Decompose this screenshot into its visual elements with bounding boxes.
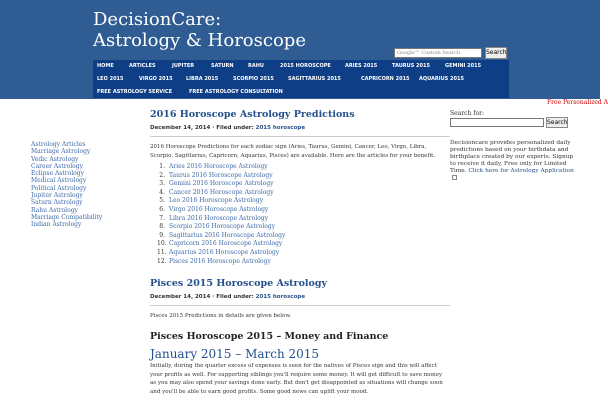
- list-item: 11. Aquarius 2016 Horoscope Astrology: [157, 248, 280, 256]
- nav-saturn[interactable]: SATURN: [211, 63, 234, 69]
- sidebar-link[interactable]: Saturn Astrology: [31, 199, 83, 207]
- sidebar-link[interactable]: Astrology Articles: [31, 141, 86, 148]
- header-search-button[interactable]: Search: [485, 47, 507, 59]
- list-item-link[interactable]: Virgo 2016 Horoscope Astrology: [169, 205, 269, 213]
- sidebar-description-text: Decisioncare provides personalized daily predictions based on your birthdata and birthplace created by our experts. Signup to receive it daily, Free only for Limited Time.: [450, 140, 574, 174]
- list-item: 7. Libra 2016 Horoscope Astrology: [159, 214, 269, 222]
- sidebar-link[interactable]: Career Astrology: [31, 162, 83, 170]
- left-sidebar: [31, 141, 126, 229]
- external-link-icon: [452, 175, 457, 180]
- post-date: December 14, 2014: [150, 125, 211, 131]
- header-search-input[interactable]: Google™ Custom Search: [394, 48, 482, 58]
- list-item-link[interactable]: Scorpio 2016 Horoscope Astrology: [169, 223, 276, 231]
- site-title-line2: Astrology & Horoscope: [93, 30, 306, 51]
- list-item-link[interactable]: Aries 2016 Horoscope Astrology: [169, 163, 268, 170]
- list-item-link[interactable]: Taurus 2016 Horoscope Astrology: [169, 171, 273, 179]
- list-item-link[interactable]: Libra 2016 Horoscope Astrology: [169, 214, 269, 222]
- nav-free-astrology-service[interactable]: FREE ASTROLOGY SERVICE: [97, 89, 173, 95]
- post-category-link[interactable]: 2015 horoscope: [255, 125, 306, 131]
- sidebar-link[interactable]: Jupiter Astrology: [31, 192, 83, 200]
- site-title[interactable]: [93, 9, 306, 51]
- list-item-link[interactable]: Cancer 2016 Horoscope Astrology: [169, 188, 274, 196]
- nav-free-astrology-consultation[interactable]: FREE ASTROLOGY CONSULTATION: [189, 89, 283, 95]
- post-intro: Pisces 2015 Predictions in details are given below.: [150, 313, 292, 319]
- list-item-link[interactable]: Leo 2016 Horoscope Astrology: [169, 197, 263, 205]
- divider: [150, 136, 450, 137]
- list-item-link[interactable]: Aquarius 2016 Horoscope Astrology: [169, 248, 280, 256]
- nav-libra-2015[interactable]: LIBRA 2015: [186, 76, 219, 82]
- sidebar-link[interactable]: Marriage Astrology: [31, 148, 91, 156]
- nav-scorpio-2015[interactable]: SCORPIO 2015: [233, 76, 274, 82]
- sidebar-link[interactable]: Eclipse Astrology: [31, 170, 85, 178]
- sidebar-link[interactable]: Marriage Compatibility: [31, 213, 103, 221]
- list-item-link[interactable]: Sagittarius 2016 Horoscope Astrology: [169, 231, 286, 239]
- section-body: Initially, during the quarter excess of expenses is seen for the natives of Pisces sign and this will affect your profits as well. For supporting siblings you'll require some money. It will get difficult to save money as you may also spend your savings done early. But don't get disappointed as situations will change soon and you'll be able to earn good profits. Some good news can uplift your mood.: [150, 363, 443, 396]
- astrology-app-link[interactable]: Click here for Astrology Application: [468, 167, 574, 174]
- sidebar-search-label: Search for:: [450, 110, 484, 117]
- post-meta: December 14, 2014 · Filed under: 2015 horoscope: [150, 125, 306, 131]
- promo-marquee[interactable]: Free Personalized A: [547, 99, 608, 106]
- nav-articles[interactable]: ARTICLES: [129, 63, 156, 69]
- list-item: 9. Sagittarius 2016 Horoscope Astrology: [159, 231, 286, 239]
- nav-gemini-2015[interactable]: GEMINI 2015: [445, 63, 482, 69]
- sidebar-link[interactable]: Vedic Astrology: [31, 155, 79, 163]
- main-nav: [93, 60, 509, 98]
- list-item: 3. Gemini 2016 Horoscope Astrology: [159, 180, 274, 188]
- nav-home[interactable]: HOME: [97, 63, 114, 69]
- list-item: 6. Virgo 2016 Horoscope Astrology: [159, 205, 269, 213]
- post-date: December 14, 2014: [150, 294, 211, 300]
- list-item-link[interactable]: Pisces 2016 Horoscope Astrology: [169, 257, 271, 265]
- post-title[interactable]: 2016 Horoscope Astrology Predictions: [150, 109, 355, 120]
- section-subheading: January 2015 – March 2015: [150, 347, 320, 361]
- nav-sagittarius-2015[interactable]: SAGITTARIUS 2015: [288, 76, 341, 82]
- list-item-link[interactable]: Capricorn 2016 Horoscope Astrology: [169, 240, 283, 248]
- nav-rahu[interactable]: RAHU: [248, 63, 264, 69]
- list-item: 4. Cancer 2016 Horoscope Astrology: [159, 188, 274, 196]
- nav-aquarius-2015[interactable]: AQUARIUS 2015: [419, 76, 464, 82]
- list-item: 12. Pisces 2016 Horoscope Astrology: [157, 257, 271, 265]
- list-item: 8. Scorpio 2016 Horoscope Astrology: [159, 223, 276, 231]
- post-intro: 2016 Horoscope Predictions for each zodiac sign (Aries, Taurus, Gemini, Cancer, Leo, Virgo, Libra, Scorpio, Sagittarius, Capricorn, Aquarius, Pisces) are available. Here are the articles for your benefit.: [150, 144, 436, 159]
- sidebar-link[interactable]: Political Astrology: [31, 184, 87, 192]
- nav-jupiter[interactable]: JUPITER: [172, 63, 195, 69]
- post-title[interactable]: Pisces 2015 Horoscope Astrology: [150, 278, 328, 289]
- nav-virgo-2015[interactable]: VIRGO 2015: [139, 76, 173, 82]
- list-item-link[interactable]: Gemini 2016 Horoscope Astrology: [169, 180, 274, 188]
- list-item: 10. Capricorn 2016 Horoscope Astrology: [157, 240, 283, 248]
- site-title-line1: DecisionCare:: [93, 9, 222, 30]
- nav-taurus-2015[interactable]: TAURUS 2015: [392, 63, 430, 69]
- sidebar-link[interactable]: Indian Astrology: [31, 221, 82, 229]
- article-list: [157, 163, 367, 266]
- divider: [150, 305, 450, 306]
- nav-aries-2015[interactable]: ARIES 2015: [345, 63, 378, 69]
- nav-leo-2015[interactable]: LEO 2015: [97, 76, 124, 82]
- section-heading: Pisces Horoscope 2015 – Money and Finance: [150, 331, 389, 342]
- filed-label: Filed under:: [216, 125, 254, 131]
- post-meta: December 14, 2014 · Filed under: 2015 horoscope: [150, 294, 306, 300]
- filed-label: Filed under:: [216, 294, 254, 300]
- post-category-link[interactable]: 2015 horoscope: [255, 294, 306, 300]
- list-item: 5. Leo 2016 Horoscope Astrology: [159, 197, 263, 205]
- sidebar-description: [450, 140, 575, 181]
- list-item: 1. Aries 2016 Horoscope Astrology: [159, 163, 268, 170]
- sidebar-search-button[interactable]: Search: [547, 119, 568, 126]
- sidebar-link[interactable]: Medical Astrology: [31, 177, 87, 185]
- nav-2015-horoscope[interactable]: 2015 HOROSCOPE: [280, 63, 331, 69]
- list-item: 2. Taurus 2016 Horoscope Astrology: [159, 171, 273, 179]
- sidebar-link[interactable]: Rahu Astrology: [31, 206, 78, 214]
- sidebar-search-input[interactable]: [450, 118, 544, 127]
- site-header: [0, 0, 600, 99]
- nav-capricorn-2015[interactable]: CAPRICORN 2015: [361, 76, 410, 82]
